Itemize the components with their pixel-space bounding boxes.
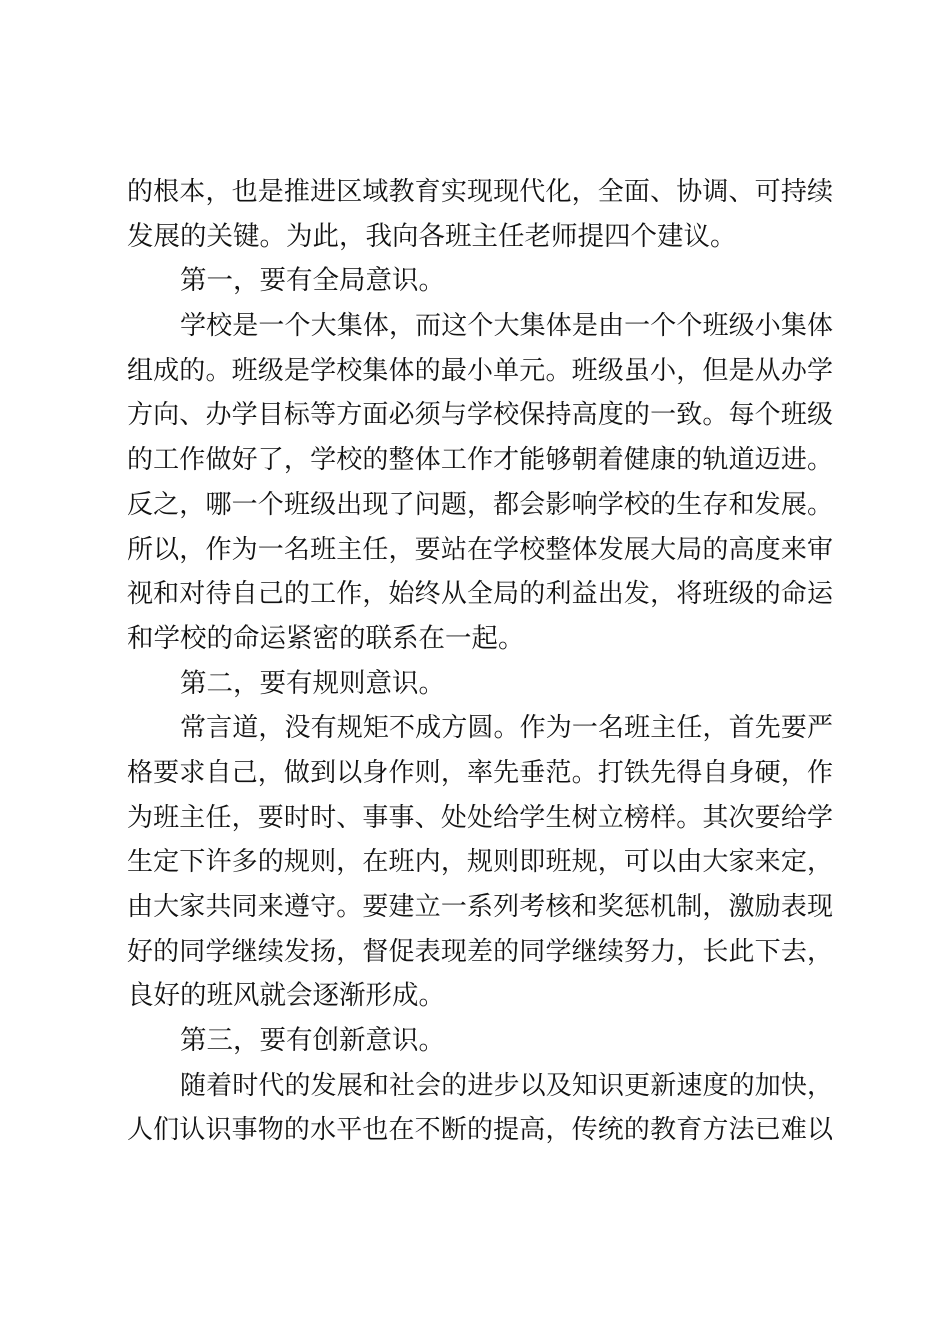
text-line: 的工作做好了，学校的整体工作才能够朝着健康的轨道迈进。 [127,445,833,476]
text-line: 视和对待自己的工作，始终从全局的利益出发，将班级的命运 [127,579,833,610]
text-line: 为班主任，要时时、事事、处处给学生树立榜样。其次要给学 [127,802,833,833]
text-line: 的根本，也是推进区域教育实现现代化，全面、协调、可持续 [127,177,833,207]
text-line: 人们认识事物的水平也在不断的提高，传统的教育方法已难以 [127,1115,833,1146]
text-line: 格要求自己，做到以身作则，率先垂范。打铁先得自身硬，作 [127,757,833,788]
text-line: 方向、办学目标等方面必须与学校保持高度的一致。每个班级 [127,400,833,431]
text-line: 常言道，没有规矩不成方圆。作为一名班主任，首先要严 [180,713,833,744]
text-line: 和学校的命运紧密的联系在一起。 [127,622,525,654]
text-line: 组成的。班级是学校集体的最小单元。班级虽小，但是从办学 [127,355,833,386]
body-text [127,170,833,1153]
text-line: 生定下许多的规则，在班内，规则即班规，可以由大家来定， [127,847,833,878]
text-line: 所以，作为一名班主任，要站在学校整体发展大局的高度来审 [127,534,833,565]
section-heading: 第二，要有规则意识。 [180,667,445,699]
text-line: 发展的关键。为此，我向各班主任老师提四个建议。 [127,220,737,252]
section-heading: 第三，要有创新意识。 [180,1025,445,1057]
text-line: 随着时代的发展和社会的进步以及知识更新速度的加快， [180,1070,833,1101]
text-line: 由大家共同来遵守。要建立一系列考核和奖惩机制，激励表现 [127,892,833,922]
text-line: 学校是一个大集体，而这个大集体是由一个个班级小集体 [180,311,833,342]
text-line: 良好的班风就会逐渐形成。 [127,980,445,1012]
text-line: 反之，哪一个班级出现了问题，都会影响学校的生存和发展。 [127,489,833,520]
section-heading: 第一，要有全局意识。 [180,265,445,297]
text-line: 好的同学继续发扬，督促表现差的同学继续努力，长此下去， [127,936,833,967]
